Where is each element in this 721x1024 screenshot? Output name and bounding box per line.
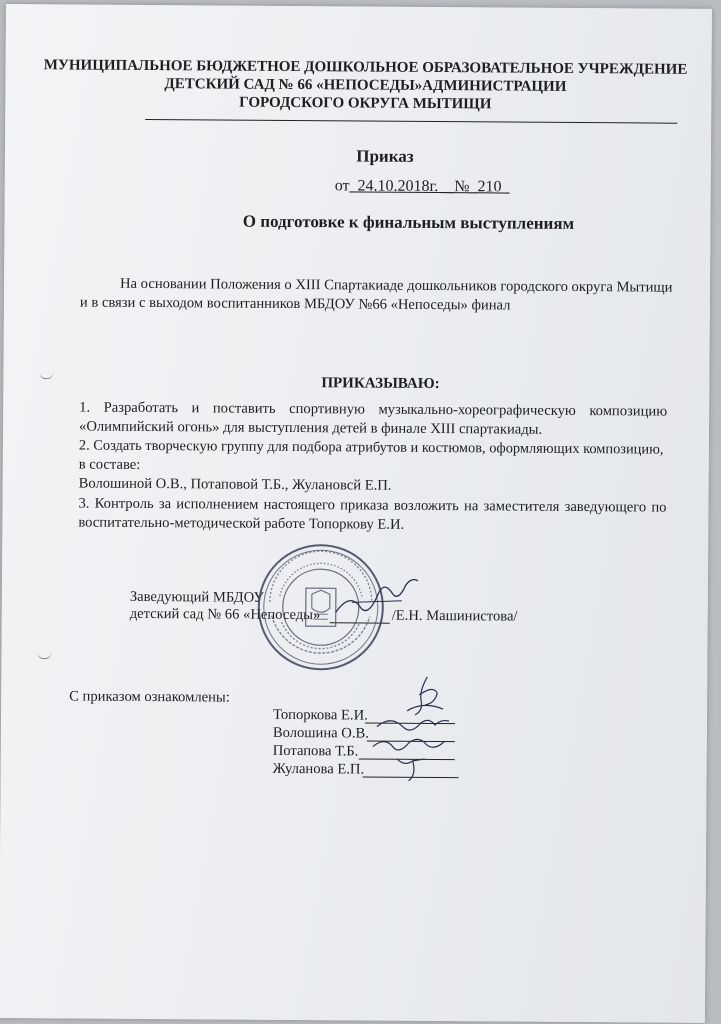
header-line-1: МУНИЦИПАЛЬНОЕ БЮДЖЕТНОЕ ДОШКОЛЬНОЕ ОБРАЗОВАТЕЛЬНОЕ УЧРЕЖДЕНИЕ [43,57,688,78]
acknowledged-label: С приказом ознакомлены: [69,688,230,706]
order-date-number [335,176,510,196]
order-number: _210_ [469,178,510,196]
header-line-3: ГОРОДСКОГО ОКРУГА МЫТИЩИ [239,94,492,113]
signer-name: /Е.Н. Машинистова/ [391,607,518,625]
order-date-value: 24.10.2018г. [357,177,439,196]
item-3-line-1: 3. Контроль за исполнением настоящего приказа возложить на заместителя заведующего по [78,495,667,516]
item-2-line-3: Волошиной О.В., Потаповой Т.Б., Жулановсй Е.П. [78,475,392,494]
order-number-value: 210 [477,178,502,196]
item-2-line-2: в составе: [78,456,141,473]
acknowledged-person-3: Потапова Т.Б. [272,742,359,760]
order-word: ПРИКАЗЫВАЮ: [321,375,440,393]
acknowledged-person-4: Жуланова Е.П. [272,760,365,778]
item-3-line-2: воспитательно-методической работе Топоркову Е.И. [78,514,405,533]
staff-handwritten-signatures [363,671,464,784]
header-line-2: ДЕТСКИЙ САД № 66 «НЕПОСЕДЫ»АДМИНИСТРАЦИИ [164,76,567,95]
signer-role-line-2: детский сад № 66 «Непоседы» [129,605,321,624]
order-date: _24.10.2018г.__ [349,177,455,196]
item-2-line-1: 2. Создать творческую группу для подбора атрибутов и костюмов, оформляющих композицию, [78,437,664,458]
number-prefix: № [454,178,470,196]
paper-edge-mark-2 [37,650,51,659]
date-prefix: от [334,177,350,195]
acknowledged-person-2: Волошина О.В. [272,724,369,742]
preamble-line-1: На основании Положения о XIII Спартакиаде дошкольников городского округа Мытищи [119,275,673,296]
paper-edge-mark-1 [39,370,53,379]
item-1-line-2: «Олимпийский огонь» для выступления детей в финале XIII спартакиады. [78,418,543,438]
document-title: Приказ [356,146,414,166]
preamble-line-2: и в связи с выходом воспитанников МБДОУ №66 «Непоседы» финал [79,294,511,314]
header-rule [145,119,677,124]
acknowledged-person-1: Топоркова Е.И. [272,706,368,724]
signer-role-line-1: Заведующий МБДОУ [129,588,264,606]
order-subject: О подготовке к финальным выступлениям [242,211,575,233]
item-1-line-1: 1. Разработать и поставить спортивную музыкально-хореографическую композицию [79,399,668,420]
document-page [0,4,712,1023]
director-handwritten-signature [332,572,422,623]
